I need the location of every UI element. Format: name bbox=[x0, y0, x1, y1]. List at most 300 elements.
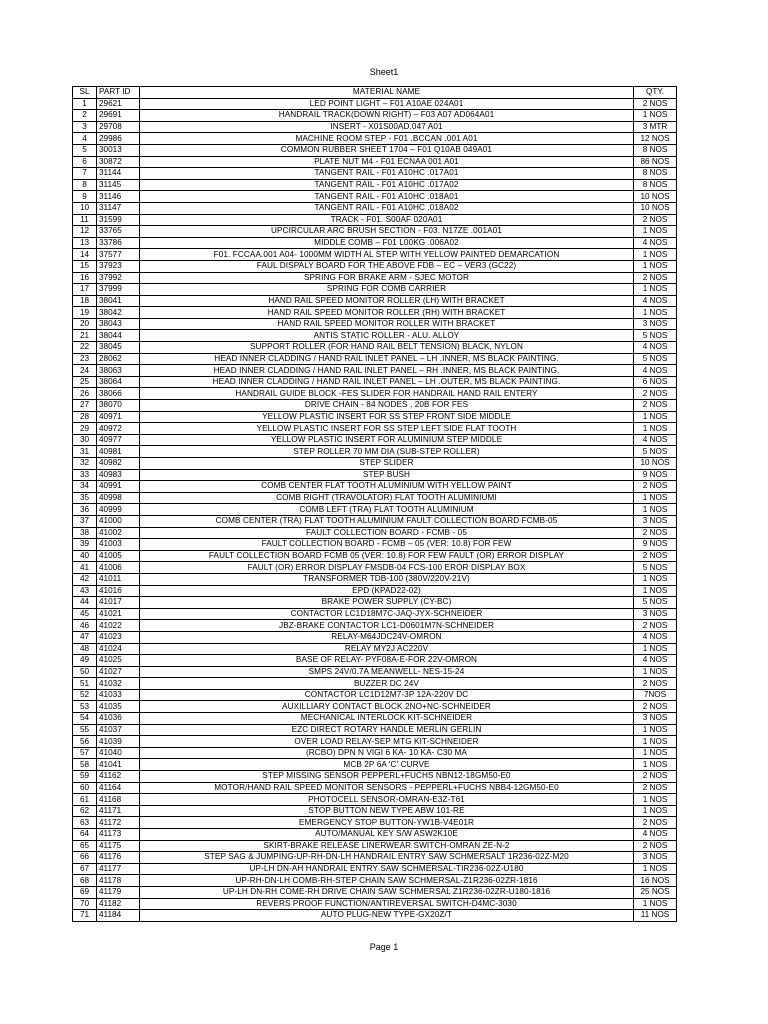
cell-part-id: 33786 bbox=[97, 237, 140, 249]
cell-material-name: LED POINT LIGHT – F01 A10AE 024A01 bbox=[140, 98, 634, 110]
table-row bbox=[73, 817, 677, 829]
cell-sl: 44 bbox=[73, 597, 97, 609]
cell-part-id: 29691 bbox=[97, 110, 140, 122]
table-row bbox=[73, 98, 677, 110]
table-row bbox=[73, 458, 677, 470]
cell-sl: 11 bbox=[73, 214, 97, 226]
cell-material-name: RELAY-M64JDC24V-OMRON bbox=[140, 631, 634, 643]
cell-part-id: 41005 bbox=[97, 550, 140, 562]
cell-part-id: 38041 bbox=[97, 295, 140, 307]
cell-part-id: 30013 bbox=[97, 144, 140, 156]
cell-part-id: 41039 bbox=[97, 736, 140, 748]
cell-part-id: 37923 bbox=[97, 260, 140, 272]
cell-part-id: 41022 bbox=[97, 620, 140, 632]
cell-material-name: OVER LOAD RELAY-SEP MTG KIT-SCHNEIDER bbox=[140, 736, 634, 748]
cell-sl: 24 bbox=[73, 365, 97, 377]
cell-qty: 1 NOS bbox=[634, 284, 677, 296]
cell-part-id: 41040 bbox=[97, 747, 140, 759]
cell-material-name: BRAKE POWER SUPPLY (CY-BC) bbox=[140, 597, 634, 609]
cell-material-name: HAND RAIL SPEED MONITOR ROLLER (RH) WITH BRACKET bbox=[140, 307, 634, 319]
cell-part-id: 40998 bbox=[97, 492, 140, 504]
cell-part-id: 29621 bbox=[97, 98, 140, 110]
table-row bbox=[73, 168, 677, 180]
cell-material-name: AUXILLIARY CONTACT BLOCK 2NO+NC-SCHNEIDER bbox=[140, 701, 634, 713]
cell-part-id: 41025 bbox=[97, 655, 140, 667]
table-row bbox=[73, 643, 677, 655]
table-row bbox=[73, 666, 677, 678]
table-row bbox=[73, 365, 677, 377]
cell-part-id: 40991 bbox=[97, 481, 140, 493]
cell-part-id: 41016 bbox=[97, 585, 140, 597]
cell-qty: 2 NOS bbox=[634, 214, 677, 226]
cell-part-id: 41036 bbox=[97, 713, 140, 725]
table-row bbox=[73, 400, 677, 412]
table-row bbox=[73, 689, 677, 701]
cell-qty: 9 NOS bbox=[634, 539, 677, 551]
cell-qty: 2 NOS bbox=[634, 388, 677, 400]
table-row bbox=[73, 504, 677, 516]
cell-sl: 46 bbox=[73, 620, 97, 632]
cell-part-id: 41027 bbox=[97, 666, 140, 678]
table-row bbox=[73, 550, 677, 562]
cell-qty: 3 NOS bbox=[634, 713, 677, 725]
cell-qty: 1 NOS bbox=[634, 492, 677, 504]
cell-qty: 1 NOS bbox=[634, 747, 677, 759]
cell-qty: 1 NOS bbox=[634, 759, 677, 771]
cell-material-name: FAULT COLLECTION BOARD - FCMB – 05 (VER: 10.8) FOR FEW bbox=[140, 539, 634, 551]
table-row bbox=[73, 678, 677, 690]
cell-qty: 7NOS bbox=[634, 689, 677, 701]
cell-part-id: 38063 bbox=[97, 365, 140, 377]
cell-qty: 1 NOS bbox=[634, 736, 677, 748]
cell-sl: 16 bbox=[73, 272, 97, 284]
cell-material-name: EPD (KPAD22-02) bbox=[140, 585, 634, 597]
cell-qty: 1 NOS bbox=[634, 249, 677, 261]
cell-qty: 3 NOS bbox=[634, 608, 677, 620]
cell-material-name: EZC DIRECT ROTARY HANDLE MERLIN GERLIN bbox=[140, 724, 634, 736]
cell-qty: 1 NOS bbox=[634, 110, 677, 122]
cell-sl: 4 bbox=[73, 133, 97, 145]
cell-sl: 47 bbox=[73, 631, 97, 643]
cell-material-name: UP-LH DN-RH COME-RH DRIVE CHAIN SAW SCHMERSAL Z1R236-02ZR-U180-1816 bbox=[140, 886, 634, 898]
cell-sl: 45 bbox=[73, 608, 97, 620]
table-row bbox=[73, 597, 677, 609]
cell-qty: 1 NOS bbox=[634, 643, 677, 655]
cell-material-name: SUPPORT ROLLER (FOR HAND RAIL BELT TENSION) BLACK, NYLON bbox=[140, 342, 634, 354]
table-row bbox=[73, 133, 677, 145]
cell-material-name: HAND RAIL SPEED MONITOR ROLLER (LH) WITH BRACKET bbox=[140, 295, 634, 307]
cell-sl: 56 bbox=[73, 736, 97, 748]
cell-sl: 10 bbox=[73, 202, 97, 214]
cell-sl: 67 bbox=[73, 863, 97, 875]
cell-sl: 37 bbox=[73, 515, 97, 527]
cell-sl: 63 bbox=[73, 817, 97, 829]
header-sl: SL bbox=[73, 87, 97, 99]
cell-part-id: 41175 bbox=[97, 840, 140, 852]
table-row bbox=[73, 573, 677, 585]
cell-part-id: 40982 bbox=[97, 458, 140, 470]
table-row bbox=[73, 260, 677, 272]
cell-part-id: 38066 bbox=[97, 388, 140, 400]
cell-qty: 2 NOS bbox=[634, 817, 677, 829]
cell-material-name: HEAD INNER CLADDING / HAND RAIL INLET PANEL – RH .INNER, MS BLACK PAINTING. bbox=[140, 365, 634, 377]
cell-material-name: JBZ-BRAKE CONTACTOR LC1-D0601M7N-SCHNEIDER bbox=[140, 620, 634, 632]
table-row bbox=[73, 713, 677, 725]
table-row bbox=[73, 620, 677, 632]
cell-sl: 20 bbox=[73, 318, 97, 330]
cell-qty: 3 MTR bbox=[634, 121, 677, 133]
parts-table bbox=[72, 86, 677, 922]
table-row bbox=[73, 886, 677, 898]
cell-part-id: 41033 bbox=[97, 689, 140, 701]
cell-material-name: HANDRAIL GUIDE BLOCK -FES SLIDER FOR HANDRAIL HAND RAIL ENTERY bbox=[140, 388, 634, 400]
cell-sl: 66 bbox=[73, 852, 97, 864]
cell-material-name: BASE OF RELAY- PYF08A-E-FOR 22V-OMRON bbox=[140, 655, 634, 667]
table-row bbox=[73, 631, 677, 643]
table-row bbox=[73, 829, 677, 841]
cell-material-name: AUTO/MANUAL KEY S/W ASW2K10E bbox=[140, 829, 634, 841]
cell-sl: 25 bbox=[73, 376, 97, 388]
cell-sl: 43 bbox=[73, 585, 97, 597]
cell-part-id: 41037 bbox=[97, 724, 140, 736]
cell-qty: 5 NOS bbox=[634, 597, 677, 609]
table-row bbox=[73, 585, 677, 597]
cell-sl: 39 bbox=[73, 539, 97, 551]
table-row bbox=[73, 724, 677, 736]
header-qty: QTY. bbox=[634, 87, 677, 99]
cell-material-name: TRANSFORMER TDB-100 (380V/220V-21V) bbox=[140, 573, 634, 585]
cell-qty: 4 NOS bbox=[634, 295, 677, 307]
cell-sl: 53 bbox=[73, 701, 97, 713]
cell-sl: 70 bbox=[73, 898, 97, 910]
cell-sl: 71 bbox=[73, 910, 97, 922]
cell-sl: 8 bbox=[73, 179, 97, 191]
cell-part-id: 41184 bbox=[97, 910, 140, 922]
cell-material-name: FAULT (OR) ERROR DISPLAY FMSDB-04 FCS-100 EROR DISPLAY BOX bbox=[140, 562, 634, 574]
cell-sl: 40 bbox=[73, 550, 97, 562]
cell-sl: 68 bbox=[73, 875, 97, 887]
cell-sl: 21 bbox=[73, 330, 97, 342]
cell-sl: 3 bbox=[73, 121, 97, 133]
cell-sl: 29 bbox=[73, 423, 97, 435]
cell-material-name: UP-LH DN-AH HANDRAIL ENTRY SAW SCHMERSAL-TIR236-02Z-U180 bbox=[140, 863, 634, 875]
cell-material-name: SPRING FOR COMB CARRIER bbox=[140, 284, 634, 296]
table-row bbox=[73, 144, 677, 156]
cell-sl: 1 bbox=[73, 98, 97, 110]
cell-part-id: 41182 bbox=[97, 898, 140, 910]
cell-material-name: STEP ROLLER 70 MM DIA (SUB-STEP ROLLER) bbox=[140, 446, 634, 458]
cell-material-name: YELLOW PLASTIC INSERT FOR SS STEP LEFT SIDE FLAT TOOTH bbox=[140, 423, 634, 435]
cell-material-name: UP-RH-DN-LH COMB-RH-STEP CHAIN SAW SCHMERSAL-Z1R236-02ZR-1816 bbox=[140, 875, 634, 887]
cell-qty: 4 NOS bbox=[634, 342, 677, 354]
table-row bbox=[73, 910, 677, 922]
cell-part-id: 31599 bbox=[97, 214, 140, 226]
table-row bbox=[73, 481, 677, 493]
cell-part-id: 31145 bbox=[97, 179, 140, 191]
cell-sl: 65 bbox=[73, 840, 97, 852]
cell-part-id: 29986 bbox=[97, 133, 140, 145]
cell-part-id: 40983 bbox=[97, 469, 140, 481]
cell-material-name: COMB CENTER FLAT TOOTH ALUMINIUM WITH YELLOW PAINT bbox=[140, 481, 634, 493]
cell-sl: 30 bbox=[73, 434, 97, 446]
cell-qty: 3 NOS bbox=[634, 515, 677, 527]
table-row bbox=[73, 353, 677, 365]
cell-part-id: 41177 bbox=[97, 863, 140, 875]
cell-material-name: MACHINE ROOM STEP - F01 .BCCAN .001 A01 bbox=[140, 133, 634, 145]
cell-sl: 5 bbox=[73, 144, 97, 156]
cell-sl: 52 bbox=[73, 689, 97, 701]
cell-material-name: HAND RAIL SPEED MONITOR ROLLER WITH BRACKET bbox=[140, 318, 634, 330]
cell-qty: 10 NOS bbox=[634, 202, 677, 214]
cell-sl: 33 bbox=[73, 469, 97, 481]
cell-part-id: 41041 bbox=[97, 759, 140, 771]
table-row bbox=[73, 492, 677, 504]
cell-qty: 1 NOS bbox=[634, 573, 677, 585]
cell-part-id: 31147 bbox=[97, 202, 140, 214]
cell-sl: 36 bbox=[73, 504, 97, 516]
cell-part-id: 38044 bbox=[97, 330, 140, 342]
cell-material-name: MECHANICAL INTERLOCK KIT-SCHNEIDER bbox=[140, 713, 634, 725]
cell-sl: 9 bbox=[73, 191, 97, 203]
table-row bbox=[73, 179, 677, 191]
cell-sl: 13 bbox=[73, 237, 97, 249]
cell-material-name: HANDRAIL TRACK(DOWN RIGHT) – F03 A07 AD064A01 bbox=[140, 110, 634, 122]
cell-part-id: 41172 bbox=[97, 817, 140, 829]
cell-qty: 1 NOS bbox=[634, 307, 677, 319]
cell-qty: 4 NOS bbox=[634, 237, 677, 249]
cell-material-name: REVERS PROOF FUNCTION/ANTIREVERSAL SWITCH-D4MC-3030 bbox=[140, 898, 634, 910]
cell-material-name: F01. FCCAA.001 A04- 1000MM WIDTH AL STEP WITH YELLOW PAINTED DEMARCATION bbox=[140, 249, 634, 261]
cell-part-id: 31146 bbox=[97, 191, 140, 203]
cell-sl: 34 bbox=[73, 481, 97, 493]
cell-part-id: 41164 bbox=[97, 782, 140, 794]
cell-sl: 42 bbox=[73, 573, 97, 585]
cell-material-name: UPCIRCULAR ARC BRUSH SECTION - F03. N17ZE .001A01 bbox=[140, 226, 634, 238]
cell-part-id: 37999 bbox=[97, 284, 140, 296]
table-row bbox=[73, 411, 677, 423]
table-row bbox=[73, 249, 677, 261]
cell-qty: 3 NOS bbox=[634, 852, 677, 864]
table-row bbox=[73, 898, 677, 910]
cell-qty: 1 NOS bbox=[634, 226, 677, 238]
cell-qty: 16 NOS bbox=[634, 875, 677, 887]
cell-material-name: FAUL DISPALY BOARD FOR THE ABOVE FDB – EC – VER3 (GC22) bbox=[140, 260, 634, 272]
cell-material-name: AUTO PLUG-NEW TYPE-GX20Z/T bbox=[140, 910, 634, 922]
cell-qty: 2 NOS bbox=[634, 550, 677, 562]
cell-sl: 7 bbox=[73, 168, 97, 180]
cell-part-id: 41006 bbox=[97, 562, 140, 574]
cell-part-id: 41035 bbox=[97, 701, 140, 713]
table-row bbox=[73, 655, 677, 667]
table-row bbox=[73, 852, 677, 864]
cell-part-id: 41162 bbox=[97, 771, 140, 783]
table-row bbox=[73, 307, 677, 319]
cell-qty: 1 NOS bbox=[634, 585, 677, 597]
table-row bbox=[73, 156, 677, 168]
table-row bbox=[73, 121, 677, 133]
cell-material-name: RELAY MY2J AC220V bbox=[140, 643, 634, 655]
cell-material-name: HEAD INNER CLADDING / HAND RAIL INLET PANEL – LH .INNER, MS BLACK PAINTING. bbox=[140, 353, 634, 365]
table-row bbox=[73, 376, 677, 388]
cell-qty: 8 NOS bbox=[634, 144, 677, 156]
cell-qty: 2 NOS bbox=[634, 527, 677, 539]
cell-part-id: 41002 bbox=[97, 527, 140, 539]
cell-material-name: YELLOW PLASTIC INSERT FOR SS STEP FRONT SIDE MIDDLE bbox=[140, 411, 634, 423]
cell-qty: 2 NOS bbox=[634, 272, 677, 284]
table-row bbox=[73, 423, 677, 435]
cell-material-name: STEP BUSH bbox=[140, 469, 634, 481]
table-header-row bbox=[73, 87, 677, 99]
cell-qty: 2 NOS bbox=[634, 98, 677, 110]
cell-material-name: STEP MISSING SENSOR PEPPERL+FUCHS NBN12-18GM50-E0 bbox=[140, 771, 634, 783]
cell-qty: 4 NOS bbox=[634, 631, 677, 643]
cell-sl: 15 bbox=[73, 260, 97, 272]
cell-sl: 6 bbox=[73, 156, 97, 168]
table-row bbox=[73, 202, 677, 214]
table-row bbox=[73, 805, 677, 817]
cell-qty: 4 NOS bbox=[634, 655, 677, 667]
cell-part-id: 41176 bbox=[97, 852, 140, 864]
cell-sl: 54 bbox=[73, 713, 97, 725]
cell-qty: 4 NOS bbox=[634, 434, 677, 446]
cell-material-name: MIDDLE COMB – F01 L00KG .006A02 bbox=[140, 237, 634, 249]
cell-material-name: COMMON RUBBER SHEET 1704 – F01 Q10AB 049A01 bbox=[140, 144, 634, 156]
cell-sl: 64 bbox=[73, 829, 97, 841]
sheet-title: Sheet1 bbox=[369, 67, 399, 77]
cell-part-id: 41179 bbox=[97, 886, 140, 898]
cell-part-id: 30872 bbox=[97, 156, 140, 168]
cell-sl: 31 bbox=[73, 446, 97, 458]
cell-sl: 32 bbox=[73, 458, 97, 470]
cell-material-name: BUZZER DC 24V bbox=[140, 678, 634, 690]
cell-material-name: TANGENT RAIL - F01 A10HC .018A02 bbox=[140, 202, 634, 214]
cell-part-id: 41024 bbox=[97, 643, 140, 655]
cell-qty: 3 NOS bbox=[634, 318, 677, 330]
cell-part-id: 40981 bbox=[97, 446, 140, 458]
cell-part-id: 41003 bbox=[97, 539, 140, 551]
cell-part-id: 41021 bbox=[97, 608, 140, 620]
cell-qty: 2 NOS bbox=[634, 782, 677, 794]
cell-sl: 61 bbox=[73, 794, 97, 806]
table-row bbox=[73, 608, 677, 620]
table-row bbox=[73, 539, 677, 551]
cell-qty: 6 NOS bbox=[634, 376, 677, 388]
cell-material-name: PLATE NUT M4 - F01 ECNAA 001 A01 bbox=[140, 156, 634, 168]
cell-part-id: 41011 bbox=[97, 573, 140, 585]
table-row bbox=[73, 794, 677, 806]
cell-sl: 22 bbox=[73, 342, 97, 354]
cell-part-id: 31144 bbox=[97, 168, 140, 180]
cell-sl: 49 bbox=[73, 655, 97, 667]
header-part-id: PART ID bbox=[97, 87, 140, 99]
table-row bbox=[73, 272, 677, 284]
cell-sl: 69 bbox=[73, 886, 97, 898]
table-row bbox=[73, 330, 677, 342]
cell-part-id: 38064 bbox=[97, 376, 140, 388]
table-row bbox=[73, 388, 677, 400]
cell-qty: 2 NOS bbox=[634, 701, 677, 713]
table-row bbox=[73, 562, 677, 574]
table-row bbox=[73, 110, 677, 122]
cell-material-name: MOTOR/HAND RAIL SPEED MONITOR SENSORS - PEPPERL+FUCHS NBB4-12GM50-E0 bbox=[140, 782, 634, 794]
cell-qty: 2 NOS bbox=[634, 771, 677, 783]
cell-material-name: SPRING FOR BRAKE ARM - SJEC MOTOR bbox=[140, 272, 634, 284]
cell-sl: 35 bbox=[73, 492, 97, 504]
cell-sl: 41 bbox=[73, 562, 97, 574]
cell-material-name: CONTACTOR LC1D18M7C-JAQ-JYX-SCHNEIDER bbox=[140, 608, 634, 620]
cell-material-name: DRIVE CHAIN - 84 NODES , 20B FOR FES bbox=[140, 400, 634, 412]
table-row bbox=[73, 446, 677, 458]
cell-sl: 38 bbox=[73, 527, 97, 539]
cell-qty: 86 NOS bbox=[634, 156, 677, 168]
cell-qty: 1 NOS bbox=[634, 898, 677, 910]
table-row bbox=[73, 318, 677, 330]
cell-qty: 4 NOS bbox=[634, 365, 677, 377]
table-row bbox=[73, 295, 677, 307]
cell-qty: 10 NOS bbox=[634, 458, 677, 470]
cell-material-name: STEP SLIDER bbox=[140, 458, 634, 470]
cell-qty: 2 NOS bbox=[634, 840, 677, 852]
cell-part-id: 41171 bbox=[97, 805, 140, 817]
cell-material-name: FAULT COLLECTION BOARD FCMB 05 (VER: 10.8) FOR FEW FAULT (OR) ERROR DISPLAY bbox=[140, 550, 634, 562]
cell-material-name: EMERGENCY STOP BUTTON-YW1B-V4E01R bbox=[140, 817, 634, 829]
cell-part-id: 40977 bbox=[97, 434, 140, 446]
cell-sl: 48 bbox=[73, 643, 97, 655]
cell-part-id: 37577 bbox=[97, 249, 140, 261]
cell-material-name: COMB CENTER (TRA) FLAT TOOTH ALUMINIUM FAULT COLLECTION BOARD FCMB-05 bbox=[140, 515, 634, 527]
cell-material-name: CONTACTOR LC1D12M7-3P 12A-220V DC bbox=[140, 689, 634, 701]
page-footer: Page 1 bbox=[369, 942, 399, 952]
cell-part-id: 33765 bbox=[97, 226, 140, 238]
table-row bbox=[73, 701, 677, 713]
cell-sl: 19 bbox=[73, 307, 97, 319]
cell-material-name: TANGENT RAIL - F01 A10HC .018A01 bbox=[140, 191, 634, 203]
table-row bbox=[73, 342, 677, 354]
table-row bbox=[73, 771, 677, 783]
cell-qty: 9 NOS bbox=[634, 469, 677, 481]
cell-sl: 62 bbox=[73, 805, 97, 817]
cell-sl: 18 bbox=[73, 295, 97, 307]
cell-qty: 2 NOS bbox=[634, 400, 677, 412]
table-row bbox=[73, 469, 677, 481]
cell-qty: 1 NOS bbox=[634, 504, 677, 516]
cell-material-name: SMPS 24V/0.7A MEANWELL- NES-15-24 bbox=[140, 666, 634, 678]
cell-sl: 23 bbox=[73, 353, 97, 365]
cell-qty: 1 NOS bbox=[634, 794, 677, 806]
table-row bbox=[73, 515, 677, 527]
cell-qty: 1 NOS bbox=[634, 863, 677, 875]
cell-sl: 57 bbox=[73, 747, 97, 759]
cell-qty: 5 NOS bbox=[634, 562, 677, 574]
table-row bbox=[73, 434, 677, 446]
cell-qty: 2 NOS bbox=[634, 620, 677, 632]
cell-sl: 51 bbox=[73, 678, 97, 690]
cell-sl: 58 bbox=[73, 759, 97, 771]
cell-part-id: 40972 bbox=[97, 423, 140, 435]
cell-qty: 25 NOS bbox=[634, 886, 677, 898]
cell-part-id: 40971 bbox=[97, 411, 140, 423]
cell-qty: 8 NOS bbox=[634, 168, 677, 180]
cell-sl: 60 bbox=[73, 782, 97, 794]
cell-part-id: 38070 bbox=[97, 400, 140, 412]
cell-material-name: ANTIS STATIC ROLLER - ALU. ALLOY bbox=[140, 330, 634, 342]
cell-part-id: 41023 bbox=[97, 631, 140, 643]
cell-sl: 27 bbox=[73, 400, 97, 412]
cell-material-name: HEAD INNER CLADDING / HAND RAIL INLET PANEL – LH .OUTER, MS BLACK PAINTING. bbox=[140, 376, 634, 388]
cell-sl: 50 bbox=[73, 666, 97, 678]
cell-sl: 55 bbox=[73, 724, 97, 736]
cell-material-name: MCB 2P 6A 'C' CURVE bbox=[140, 759, 634, 771]
